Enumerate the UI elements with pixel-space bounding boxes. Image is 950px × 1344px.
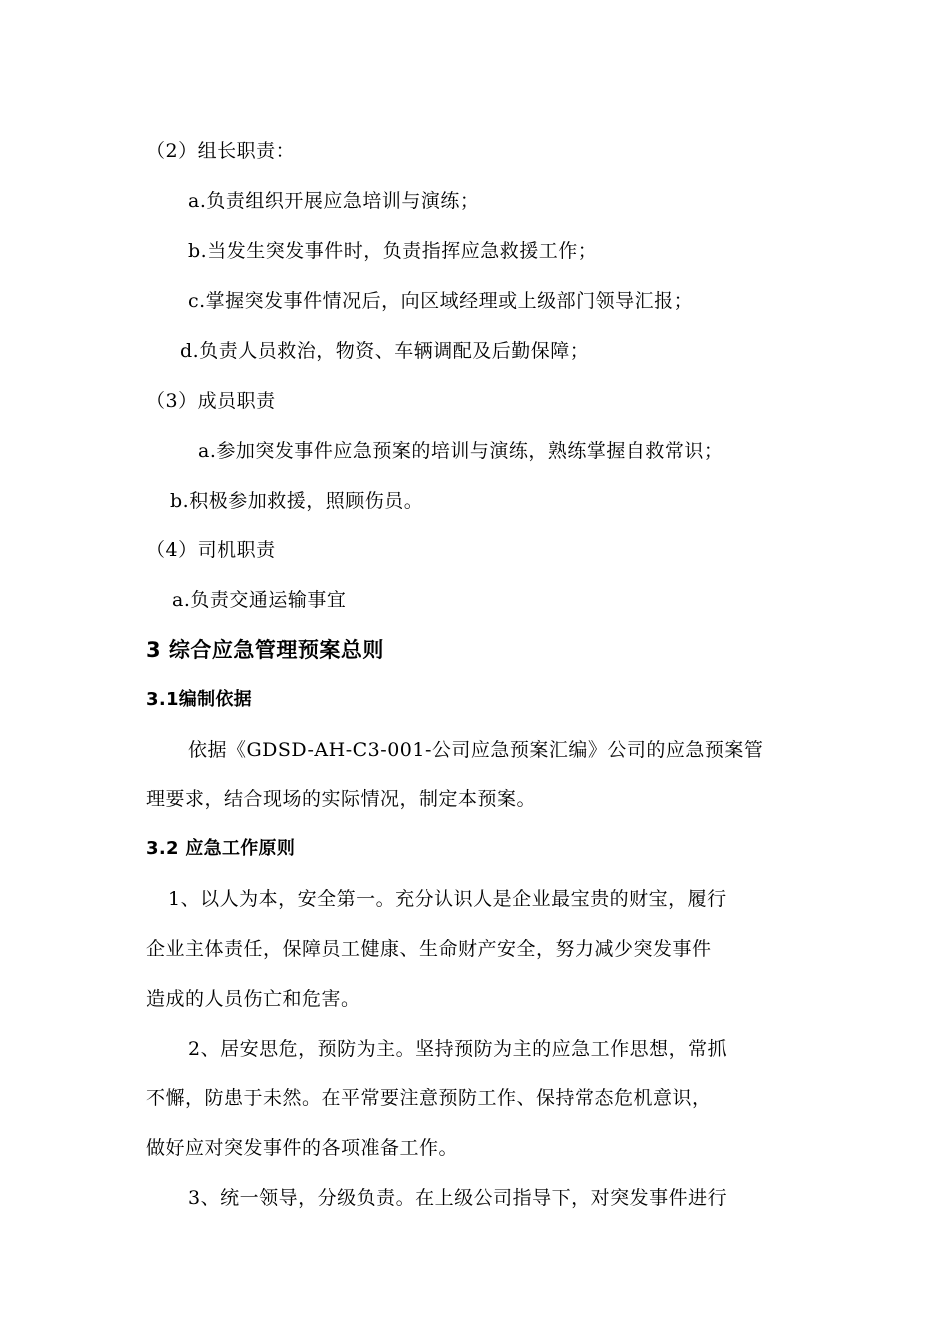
principle-1-line-2: 企业主体责任，保障员工健康、生命财产安全，努力减少突发事件: [146, 938, 712, 960]
leader-duty-d: d.负责人员救治，物资、车辆调配及后勤保障；: [180, 340, 590, 362]
principle-2-line-1: 2、居安思危，预防为主。坚持预防为主的应急工作思想，常抓: [188, 1038, 728, 1060]
heading-work-principles: 3.2 应急工作原则: [146, 838, 296, 859]
principle-3-line-1: 3、统一领导，分级负责。在上级公司指导下，对突发事件进行: [188, 1187, 728, 1209]
leader-duty-c: c.掌握突发事件情况后，向区域经理或上级部门领导汇报；: [188, 290, 694, 312]
principle-2-line-3: 做好应对突发事件的各项准备工作。: [146, 1137, 459, 1159]
member-duty-b: b.积极参加救援，照顾伤员。: [170, 490, 424, 512]
principle-1-line-3: 造成的人员伤亡和危害。: [146, 988, 361, 1010]
principle-1-line-1: 1、以人为本，安全第一。充分认识人是企业最宝贵的财宝，履行: [168, 888, 727, 910]
section-leader-duties: （2）组长职责：: [146, 140, 296, 162]
heading-general-principles: 3 综合应急管理预案总则: [146, 638, 384, 662]
driver-duty-a: a.负责交通运输事宜: [172, 589, 347, 611]
section-member-duties: （3）成员职责: [146, 390, 276, 412]
member-duty-a: a.参加突发事件应急预案的培训与演练，熟练掌握自救常识；: [198, 440, 724, 462]
heading-basis: 3.1编制依据: [146, 689, 252, 710]
basis-paragraph-line-2: 理要求，结合现场的实际情况，制定本预案。: [146, 788, 537, 810]
basis-paragraph-line-1: 依据《GDSD-AH-C3-001-公司应急预案汇编》公司的应急预案管: [188, 739, 764, 761]
section-driver-duties: （4）司机职责: [146, 539, 276, 561]
leader-duty-b: b.当发生突发事件时，负责指挥应急救援工作；: [188, 240, 598, 262]
leader-duty-a: a.负责组织开展应急培训与演练；: [188, 190, 480, 212]
principle-2-line-2: 不懈，防患于未然。在平常要注意预防工作、保持常态危机意识，: [146, 1087, 712, 1109]
